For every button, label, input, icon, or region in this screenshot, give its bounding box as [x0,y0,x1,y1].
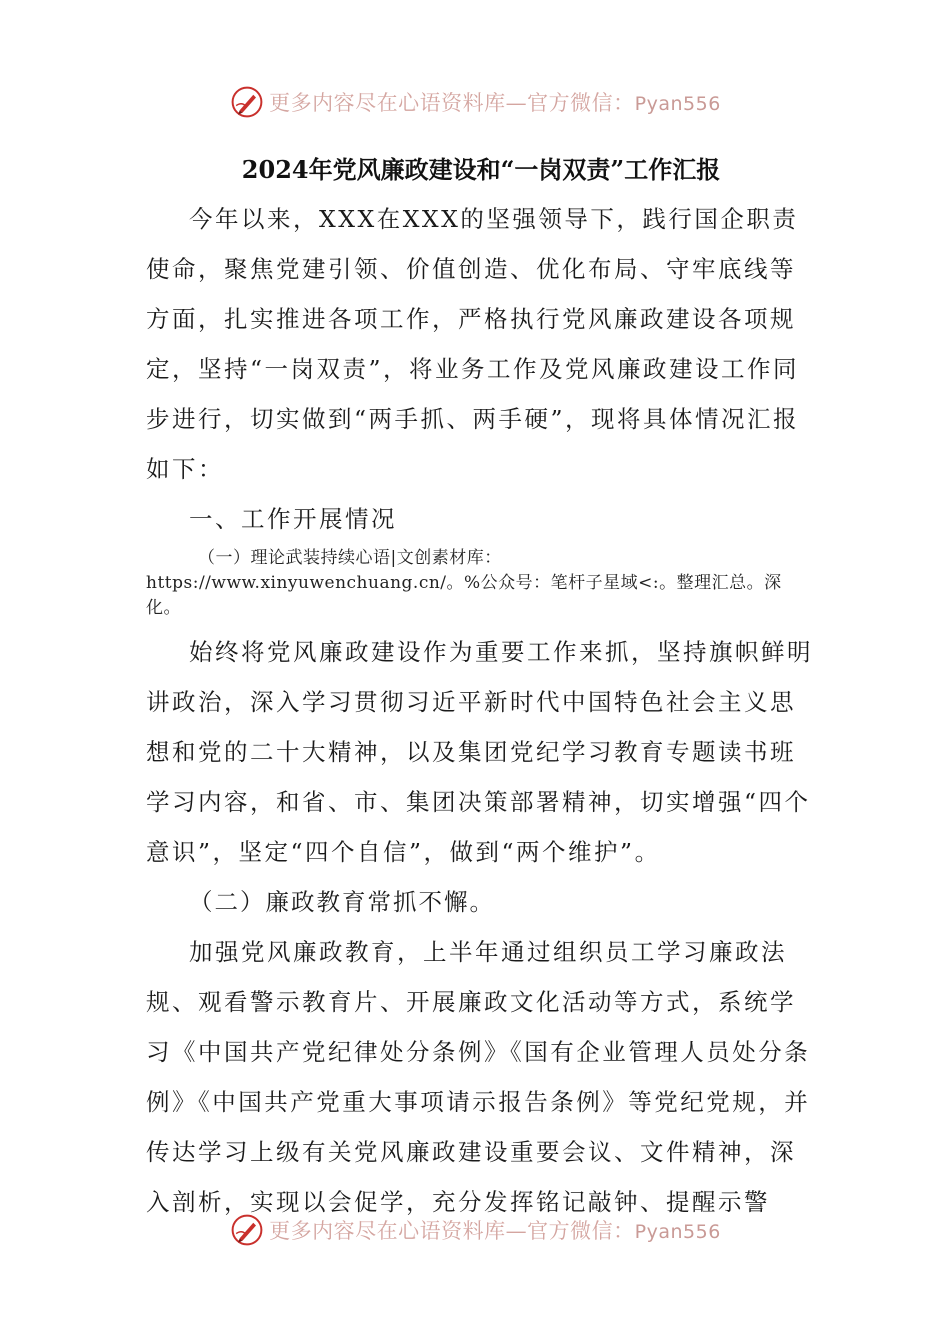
watermark-slogan: 更多内容尽在心语资料库—官方微信： [269,1219,635,1243]
paragraph-theory: 始终将党风廉政建设作为重要工作来抓，坚持旗帜鲜明讲政治，深入学习贯彻习近平新时代中国特色社会主义思想和党的二十大精神，以及集团党纪学习教育专题读书班学习内容，和省、市、集团决策部署精神，切实增强“四个意识”，坚定“四个自信”，做到“两个维护”。 [146,638,813,866]
watermark-wechat-id: Pyan556 [634,1221,721,1243]
subsection-heading-2: （二）廉政教育常抓不懈。 [189,888,495,916]
subsection-heading-1: （一）理论武装持续心语|文创素材库：https://www.xinyuwenchuang.cn/。%公众号：笔杆子星域<:。整理汇总。深化。 [146,548,782,618]
pen-logo-icon [229,84,265,120]
watermark-wechat-id: Pyan556 [634,93,721,115]
section-heading-1: 一、工作开展情况 [189,505,397,533]
watermark-slogan: 更多内容尽在心语资料库—官方微信： [269,91,635,115]
intro-paragraph: 今年以来，XXX在XXX的坚强领导下，践行国企职责使命，聚焦党建引领、价值创造、优化布局、守牢底线等方面，扎实推进各项工作，严格执行党风廉政建设各项规定，坚持“一岗双责”，将业务工作及党风廉政建设工作同步进行，切实做到“两手抓、两手硬”，现将具体情况汇报如下： [146,205,800,483]
watermark-text-bottom [269,1215,721,1245]
document-body [146,148,816,1227]
watermark-banner-bottom [0,1208,950,1252]
paragraph-education: 加强党风廉政教育，上半年通过组织员工学习廉政法规、观看警示教育片、开展廉政文化活动等方式，系统学习《中国共产党纪律处分条例》《国有企业管理人员处分条例》《中国共产党重大事项请示报告条例》等党纪党规，并传达学习上级有关党风廉政建设重要会议、文件精神，深入剖析，实现以会促学，充分发挥铭记敲钟、提醒示警 [146,938,811,1216]
watermark-banner-top [0,80,950,124]
pen-logo-icon [229,1212,265,1248]
document-title: 2024年党风廉政建设和“一岗双责”工作汇报 [241,155,721,184]
watermark-text-top [269,87,721,117]
